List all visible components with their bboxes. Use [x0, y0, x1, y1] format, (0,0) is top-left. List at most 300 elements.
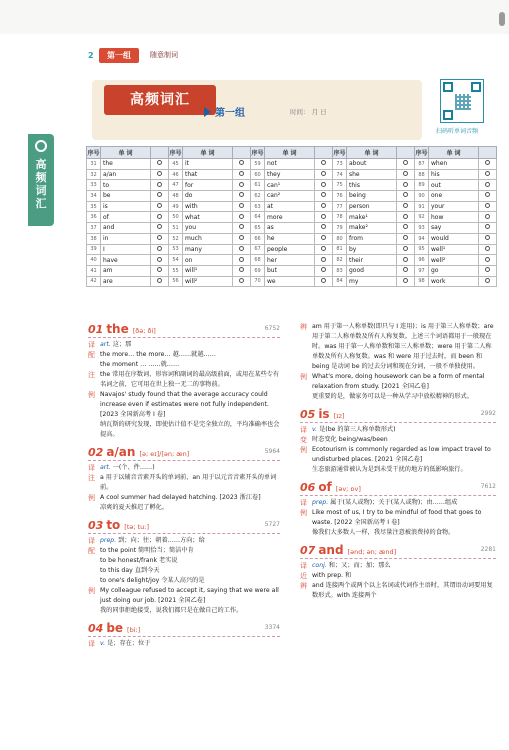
entry-line — [88, 536, 280, 546]
entry-line — [300, 465, 496, 475]
check-circle-cell[interactable] — [315, 244, 333, 255]
entry-line — [88, 390, 280, 420]
check-circle-cell[interactable] — [315, 265, 333, 276]
word-number: 39 — [87, 244, 101, 255]
word-number: 88 — [415, 169, 429, 180]
check-circle-icon[interactable] — [157, 278, 162, 283]
entry-text: What's more, doing housework can be a form of mental relaxation from study. [2021 全国乙卷] — [312, 373, 485, 390]
check-circle-icon[interactable] — [403, 171, 408, 176]
vocab-word: you — [183, 223, 233, 234]
word-number: 97 — [415, 265, 429, 276]
check-circle-icon[interactable] — [239, 203, 244, 208]
check-circle-cell[interactable] — [479, 180, 497, 191]
check-circle-icon[interactable] — [157, 214, 162, 219]
word-number: 94 — [415, 233, 429, 244]
table-row — [87, 201, 497, 212]
check-circle-cell[interactable] — [397, 265, 415, 276]
check-circle-icon[interactable] — [321, 192, 326, 197]
vocab-word: on — [183, 255, 233, 266]
check-circle-cell[interactable] — [397, 201, 415, 212]
check-circle-cell[interactable] — [151, 191, 169, 202]
check-circle-cell[interactable] — [151, 244, 169, 255]
word-number: 87 — [415, 159, 429, 170]
entry-text: 时态变化 being/was/been — [312, 436, 388, 443]
vocab-word: more — [265, 212, 315, 223]
vocab-word: that — [183, 169, 233, 180]
check-circle-cell[interactable] — [479, 169, 497, 180]
frequency-count: 2992 — [480, 410, 496, 417]
part-of-speech: v. — [100, 640, 106, 647]
word-number: 45 — [169, 159, 183, 170]
qr-corner-icon — [443, 110, 453, 120]
entry-tag: 译 — [88, 640, 95, 648]
check-circle-icon[interactable] — [239, 224, 244, 229]
check-circle-icon[interactable] — [157, 160, 162, 165]
word-number: 70 — [251, 276, 265, 287]
entry-text: to one's delight/joy 令某人高兴的是 — [100, 577, 205, 584]
vocab-word: is — [101, 201, 151, 212]
table-row — [87, 233, 497, 244]
play-arrow-icon — [204, 107, 211, 117]
entry-line — [300, 372, 496, 392]
check-circle-icon[interactable] — [157, 203, 162, 208]
word-number: 69 — [251, 265, 265, 276]
frequency-count: 2281 — [480, 546, 496, 553]
entry-text: am 用于第一人称单数(即只与 I 连用)；is 用于第三人称单数；are 用于第二人称单数及所有人称复数。上述三个词语都用于一般现在时。was 用于第一人称单数和第三人称单数；were 用于第二人称单数及所有人称复数。was 和 were 用于过去时，而 been 和 being 是动词 be 的过去分词和现在分词，一般不单独使用。 — [312, 323, 494, 370]
check-circle-cell[interactable] — [315, 212, 333, 223]
entry-tag — [300, 465, 312, 475]
table-row — [87, 191, 497, 202]
word-entry — [88, 518, 280, 616]
check-circle-icon[interactable] — [239, 160, 244, 165]
check-circle-cell[interactable] — [233, 276, 251, 287]
entry-line — [300, 581, 496, 601]
check-circle-icon[interactable] — [239, 171, 244, 176]
check-circle-icon[interactable] — [485, 278, 490, 283]
word-number: 51 — [169, 223, 183, 234]
vocab-word: their — [347, 255, 397, 266]
word-entry — [88, 445, 280, 513]
check-circle-icon[interactable] — [403, 182, 408, 187]
check-circle-icon[interactable] — [485, 192, 490, 197]
entry-line — [88, 350, 280, 360]
header-word: 单 词 — [429, 147, 479, 159]
check-circle-cell[interactable] — [233, 159, 251, 170]
entry-text: A cool summer had delayed hatching. [2023 浙江卷] — [100, 494, 261, 501]
check-circle-icon[interactable] — [239, 214, 244, 219]
vocab-word: it — [183, 159, 233, 170]
word-number: 78 — [333, 212, 347, 223]
frequency-count: 3374 — [264, 624, 280, 631]
check-circle-cell[interactable] — [479, 191, 497, 202]
check-circle-cell[interactable] — [315, 276, 333, 287]
check-circle-cell[interactable] — [233, 180, 251, 191]
qr-corner-icon — [443, 82, 453, 92]
check-circle-icon[interactable] — [157, 224, 162, 229]
check-circle-icon[interactable] — [485, 257, 490, 262]
check-circle-icon[interactable] — [485, 214, 490, 219]
entry-tag: 译 — [88, 341, 95, 349]
check-circle-cell[interactable] — [233, 201, 251, 212]
frequency-count: 5727 — [264, 521, 280, 528]
check-circle-cell[interactable] — [151, 265, 169, 276]
entry-text: My colleague refused to accept it, saying that we were all just doing our job. [2021 全国乙卷] — [100, 587, 279, 604]
check-circle-cell[interactable] — [315, 233, 333, 244]
check-circle-icon[interactable] — [157, 235, 162, 240]
leaf-icon — [35, 140, 47, 152]
table-row — [87, 180, 497, 191]
word-number: 81 — [333, 244, 347, 255]
check-circle-cell[interactable] — [233, 169, 251, 180]
check-circle-icon[interactable] — [321, 235, 326, 240]
header-check — [479, 147, 497, 159]
word-number: 96 — [415, 255, 429, 266]
check-circle-cell[interactable] — [397, 159, 415, 170]
check-circle-cell[interactable] — [397, 223, 415, 234]
vocab-word: from — [347, 233, 397, 244]
check-circle-cell[interactable] — [315, 180, 333, 191]
check-circle-cell[interactable] — [151, 212, 169, 223]
check-circle-icon[interactable] — [239, 257, 244, 262]
check-circle-icon[interactable] — [403, 192, 408, 197]
check-circle-icon[interactable] — [403, 224, 408, 229]
vocab-word: not — [265, 159, 315, 170]
word-number: 52 — [169, 233, 183, 244]
entry-line — [300, 435, 496, 445]
check-circle-cell[interactable] — [479, 276, 497, 287]
entry-tag — [300, 392, 312, 402]
check-circle-icon[interactable] — [157, 246, 162, 251]
check-circle-icon[interactable] — [321, 214, 326, 219]
entry-phonetic: [ənd; ən; ænd] — [347, 548, 397, 556]
check-circle-icon[interactable] — [239, 182, 244, 187]
check-circle-icon[interactable] — [403, 257, 408, 262]
entry-text: 凉爽的夏天推迟了孵化。 — [100, 504, 169, 511]
table-row — [87, 244, 497, 255]
entry-divider — [88, 460, 280, 461]
check-circle-cell[interactable] — [397, 276, 415, 287]
vocab-word: be — [101, 191, 151, 202]
check-circle-cell[interactable] — [397, 191, 415, 202]
vocab-word: how — [429, 212, 479, 223]
vocab-word: are — [101, 276, 151, 287]
entry-number: 04 — [88, 622, 104, 635]
entry-line — [88, 639, 280, 649]
word-number: 40 — [87, 255, 101, 266]
check-circle-icon[interactable] — [403, 246, 408, 251]
check-circle-cell[interactable] — [315, 201, 333, 212]
frequency-count: 7612 — [480, 483, 496, 490]
word-number: 41 — [87, 265, 101, 276]
check-circle-cell[interactable] — [479, 212, 497, 223]
check-circle-icon[interactable] — [321, 278, 326, 283]
word-number: 32 — [87, 169, 101, 180]
check-circle-cell[interactable] — [233, 223, 251, 234]
side-tab — [28, 134, 54, 226]
check-circle-cell[interactable] — [233, 265, 251, 276]
word-number: 42 — [87, 276, 101, 287]
entry-text: Navajos' study found that the average accuracy could increase even if estimates were not fully independent. [2023 全国新高考 I 卷] — [100, 391, 269, 418]
check-circle-cell[interactable] — [397, 212, 415, 223]
vocab-word: much — [183, 233, 233, 244]
header-num: 序号 — [415, 147, 429, 159]
vocab-word: can² — [265, 191, 315, 202]
word-entry — [300, 407, 496, 475]
vocab-word: one — [429, 191, 479, 202]
check-circle-cell[interactable] — [233, 233, 251, 244]
check-circle-cell[interactable] — [479, 265, 497, 276]
check-circle-icon[interactable] — [321, 246, 326, 251]
vocab-word: my — [347, 276, 397, 287]
check-circle-cell[interactable] — [151, 255, 169, 266]
word-number: 56 — [169, 276, 183, 287]
entry-line — [88, 370, 280, 390]
entry-tag: 例 — [88, 587, 95, 595]
check-circle-cell[interactable] — [151, 201, 169, 212]
entry-headword: the — [106, 322, 129, 336]
entries-left-column — [88, 322, 280, 654]
check-circle-cell[interactable] — [479, 223, 497, 234]
check-circle-icon[interactable] — [239, 267, 244, 272]
entry-text: 到；向；往；朝着……方向；给 — [118, 537, 205, 544]
entry-head — [88, 322, 280, 336]
word-number: 49 — [169, 201, 183, 212]
word-number: 67 — [251, 244, 265, 255]
check-circle-icon[interactable] — [403, 267, 408, 272]
word-number: 34 — [87, 191, 101, 202]
check-circle-cell[interactable] — [479, 201, 497, 212]
vocab-word: will¹ — [183, 265, 233, 276]
check-circle-cell[interactable] — [397, 169, 415, 180]
word-number: 93 — [415, 223, 429, 234]
check-circle-cell[interactable] — [151, 169, 169, 180]
entry-text: to the point 简明恰当；简洁中肯 — [100, 547, 194, 554]
check-circle-icon[interactable] — [321, 257, 326, 262]
check-circle-icon[interactable] — [157, 182, 162, 187]
entry-line — [300, 508, 496, 528]
binding-mark — [499, 12, 505, 26]
word-number: 90 — [415, 191, 429, 202]
check-circle-cell[interactable] — [315, 255, 333, 266]
check-circle-cell[interactable] — [233, 191, 251, 202]
table-row — [87, 212, 497, 223]
entry-tag: 例 — [300, 373, 307, 381]
check-circle-cell[interactable] — [479, 244, 497, 255]
entries-right-column — [300, 322, 496, 606]
entry-tag: 配 — [88, 351, 95, 359]
part-of-speech: v. — [312, 426, 318, 433]
entry-text: 是(be 的第三人称单数形式) — [319, 426, 396, 433]
check-circle-icon[interactable] — [239, 278, 244, 283]
header-word: 单 词 — [347, 147, 397, 159]
table-row — [87, 276, 497, 287]
side-tab-label: 高频词汇 — [35, 158, 47, 210]
check-circle-icon[interactable] — [403, 214, 408, 219]
entry-line — [300, 425, 496, 435]
vocab-word: the — [101, 159, 151, 170]
entry-tag — [300, 528, 312, 538]
word-number: 62 — [251, 191, 265, 202]
entry-line — [88, 340, 280, 350]
vocab-word: when — [429, 159, 479, 170]
part-of-speech: prep. — [312, 499, 329, 506]
word-number: 92 — [415, 212, 429, 223]
date-field: 时间： 月 日 — [290, 108, 327, 116]
check-circle-icon[interactable] — [485, 246, 490, 251]
vocab-word: in — [101, 233, 151, 244]
header-num: 序号 — [87, 147, 101, 159]
entry-text: 这；那 — [112, 341, 132, 348]
check-circle-icon[interactable] — [485, 160, 490, 165]
word-number: 64 — [251, 212, 265, 223]
check-circle-cell[interactable] — [151, 223, 169, 234]
vocab-word: as — [265, 223, 315, 234]
vocab-word: will² — [183, 276, 233, 287]
entry-headword: and — [318, 543, 344, 557]
check-circle-icon[interactable] — [157, 192, 162, 197]
check-circle-cell[interactable] — [233, 255, 251, 266]
check-circle-icon[interactable] — [157, 257, 162, 262]
entry-tag — [88, 566, 100, 576]
check-circle-icon[interactable] — [403, 278, 408, 283]
entry-line — [300, 561, 496, 571]
check-circle-icon[interactable] — [239, 246, 244, 251]
word-number: 77 — [333, 201, 347, 212]
check-circle-icon[interactable] — [321, 182, 326, 187]
check-circle-icon[interactable] — [485, 171, 490, 176]
word-number: 63 — [251, 201, 265, 212]
vocab-word: what — [183, 212, 233, 223]
entry-phonetic: [ə; eɪ]/[ən; æn] — [139, 450, 190, 458]
entry-text: to be honest/frank 老实说 — [100, 557, 178, 564]
entry-tag: 注 — [88, 474, 95, 482]
check-circle-cell[interactable] — [397, 244, 415, 255]
entry-phonetic: [ɪz] — [333, 412, 345, 420]
word-number: 36 — [87, 212, 101, 223]
check-circle-icon[interactable] — [485, 203, 490, 208]
check-circle-icon[interactable] — [239, 235, 244, 240]
word-number: 89 — [415, 180, 429, 191]
check-circle-cell[interactable] — [151, 276, 169, 287]
word-number: 79 — [333, 223, 347, 234]
check-circle-icon[interactable] — [485, 224, 490, 229]
vocab-word: have — [101, 255, 151, 266]
entry-line — [88, 576, 280, 586]
word-number: 46 — [169, 169, 183, 180]
entry-divider — [88, 636, 280, 637]
entry-tag: 译 — [300, 562, 307, 570]
word-entry — [88, 621, 280, 649]
entry-text: 更重要的是，做家务可以是一种从学习中放松精神的形式。 — [312, 393, 473, 400]
check-circle-cell[interactable] — [315, 191, 333, 202]
word-entry — [300, 543, 496, 601]
word-number: 74 — [333, 169, 347, 180]
entry-tag: 译 — [300, 426, 307, 434]
check-circle-cell[interactable] — [397, 180, 415, 191]
part-of-speech: art. — [100, 341, 111, 348]
check-circle-cell[interactable] — [397, 233, 415, 244]
word-number: 35 — [87, 201, 101, 212]
vocab-word: and — [101, 223, 151, 234]
header-check — [233, 147, 251, 159]
vocab-word: go — [429, 265, 479, 276]
header-word: 单 词 — [101, 147, 151, 159]
qr-pattern — [455, 94, 471, 110]
entry-line — [88, 503, 280, 513]
vocab-word: he — [265, 233, 315, 244]
check-circle-cell[interactable] — [233, 212, 251, 223]
check-circle-cell[interactable] — [479, 159, 497, 170]
qr-caption: 扫码听单词音频 — [436, 128, 479, 135]
entry-headword: be — [106, 621, 124, 635]
table-row — [87, 265, 497, 276]
entry-phonetic: [biː] — [127, 626, 141, 634]
entry-text: the 常用在序数词、形容词和副词的最高级前面，或用在某些专有名词之前，它可用在世上独一无二的事物前。 — [100, 371, 280, 388]
entry-tag: 例 — [300, 446, 307, 454]
entry-line — [300, 528, 496, 538]
check-circle-icon[interactable] — [321, 171, 326, 176]
check-circle-cell[interactable] — [233, 244, 251, 255]
check-circle-icon[interactable] — [321, 203, 326, 208]
header-word: 单 词 — [183, 147, 233, 159]
word-number: 98 — [415, 276, 429, 287]
word-number: 31 — [87, 159, 101, 170]
check-circle-icon[interactable] — [485, 267, 490, 272]
entry-line — [300, 445, 496, 465]
check-circle-cell[interactable] — [479, 233, 497, 244]
check-circle-cell[interactable] — [479, 255, 497, 266]
header-num: 序号 — [169, 147, 183, 159]
word-entry — [88, 322, 280, 440]
check-circle-icon[interactable] — [321, 160, 326, 165]
check-circle-icon[interactable] — [485, 235, 490, 240]
entry-line — [300, 571, 496, 581]
check-circle-icon[interactable] — [403, 203, 408, 208]
check-circle-icon[interactable] — [485, 182, 490, 187]
entry-tag — [88, 576, 100, 586]
entry-tag: 变 — [300, 436, 307, 444]
check-circle-icon[interactable] — [321, 224, 326, 229]
vocab-table — [86, 146, 497, 287]
word-number: 95 — [415, 244, 429, 255]
entry-divider — [300, 558, 496, 559]
entry-text: 属于(某人或物)；关于(某人或物)；由……组成 — [330, 499, 458, 506]
check-circle-icon[interactable] — [157, 171, 162, 176]
check-circle-cell[interactable] — [151, 233, 169, 244]
check-circle-cell[interactable] — [315, 169, 333, 180]
check-circle-icon[interactable] — [321, 267, 326, 272]
part-of-speech: art. — [100, 464, 111, 471]
entry-text: Like most of us, I try to be mindful of food that goes to waste. [2022 全国新高考 I 卷] — [312, 509, 482, 526]
word-number: 61 — [251, 180, 265, 191]
entry-tag — [88, 360, 100, 370]
check-circle-cell[interactable] — [397, 255, 415, 266]
check-circle-icon[interactable] — [403, 235, 408, 240]
entry-text: 生态旅游通常被认为是到未受干扰的地方的低影响旅行。 — [312, 466, 467, 473]
entry-text: the moment … ……就…… — [100, 361, 180, 368]
check-circle-cell[interactable] — [151, 159, 169, 170]
check-circle-icon[interactable] — [403, 160, 408, 165]
check-circle-icon[interactable] — [239, 192, 244, 197]
vocab-word: out — [429, 180, 479, 191]
check-circle-cell[interactable] — [315, 223, 333, 234]
check-circle-cell[interactable] — [151, 180, 169, 191]
check-circle-cell[interactable] — [315, 159, 333, 170]
check-circle-icon[interactable] — [157, 267, 162, 272]
entry-number: 05 — [300, 408, 316, 421]
qr-code[interactable] — [440, 79, 484, 123]
vocab-word: this — [347, 180, 397, 191]
